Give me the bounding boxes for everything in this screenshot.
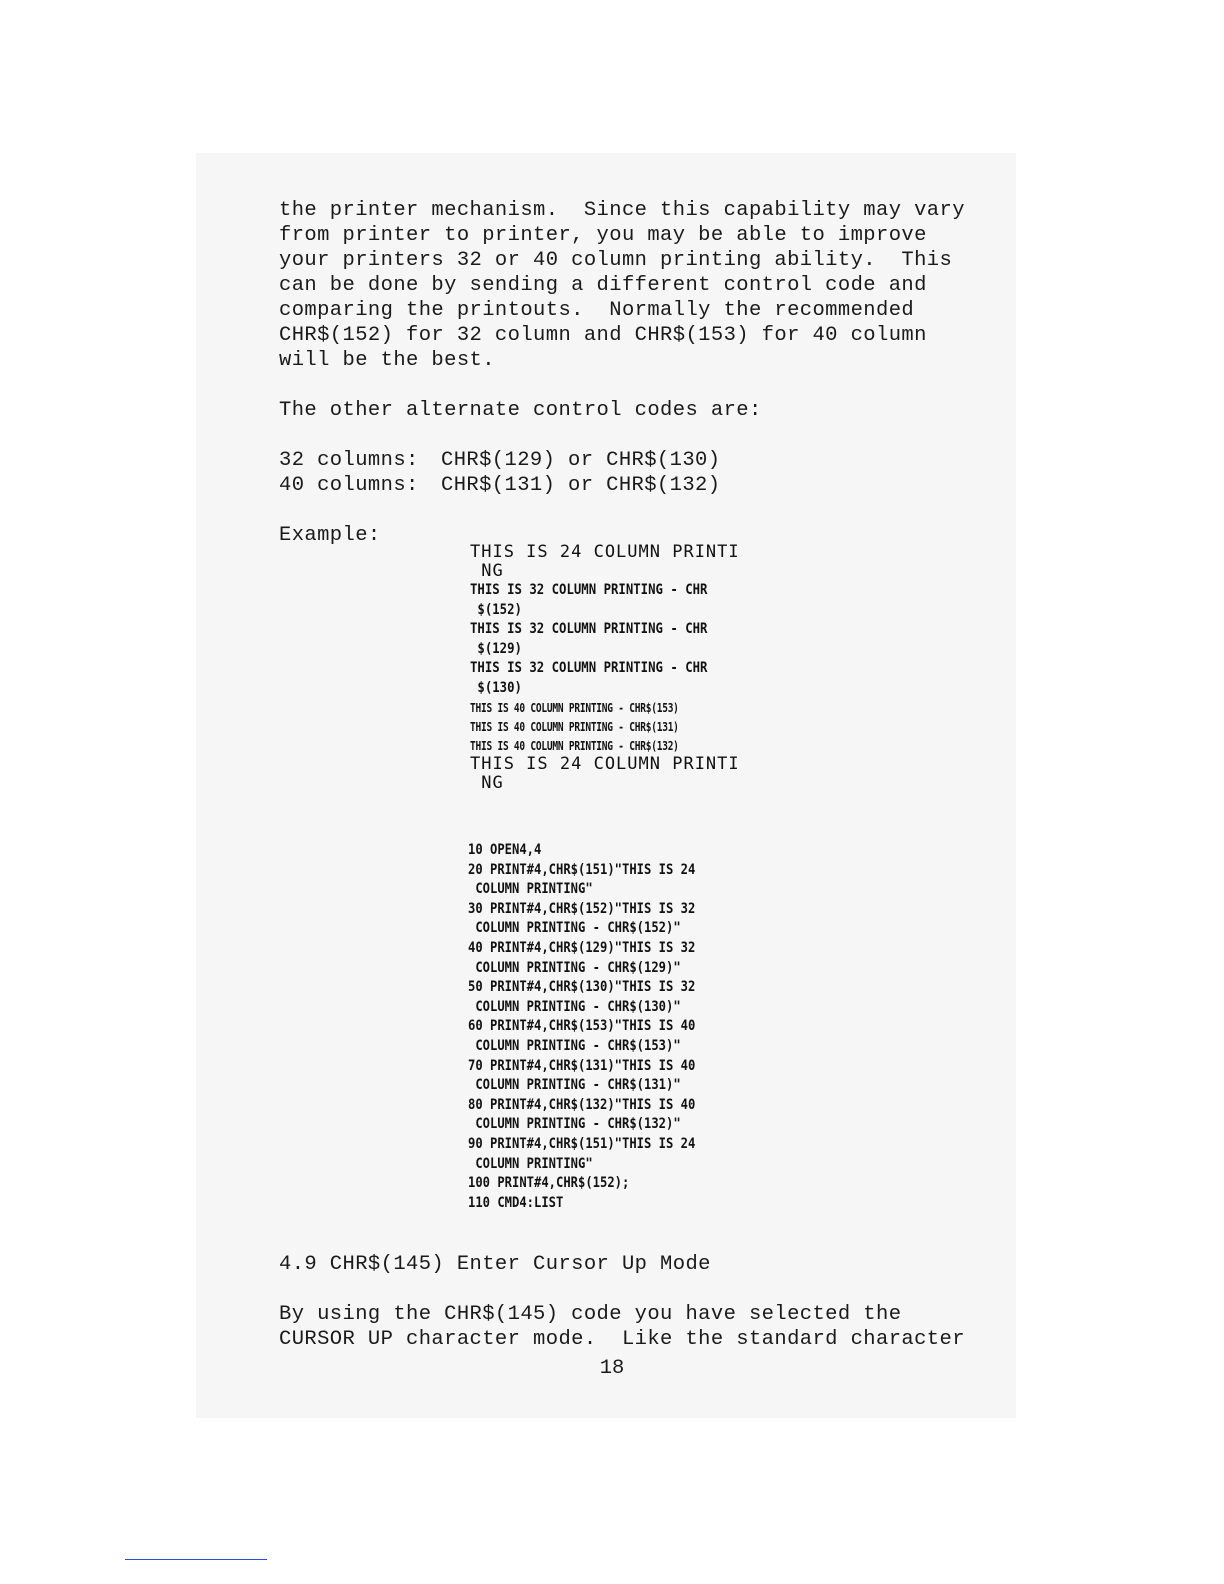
control-codes: CHR$(131) or CHR$(132) <box>441 474 721 497</box>
column-label: 40 columns: <box>279 474 419 497</box>
intro-line: can be done by sending a different control code and <box>279 274 927 297</box>
section-line: CURSOR UP character mode. Like the standard character <box>279 1328 965 1351</box>
listing-line: 80 PRINT#4,CHR$(132)"THIS IS 40 <box>468 1096 696 1113</box>
listing-line: COLUMN PRINTING - CHR$(130)" <box>468 998 681 1015</box>
section-heading: 4.9 CHR$(145) Enter Cursor Up Mode <box>279 1253 711 1276</box>
listing-line: 40 PRINT#4,CHR$(129)"THIS IS 32 <box>468 939 696 956</box>
intro-line: comparing the printouts. Normally the recommended <box>279 299 915 322</box>
listing-line: 60 PRINT#4,CHR$(153)"THIS IS 40 <box>468 1018 696 1035</box>
listing-line: COLUMN PRINTING - CHR$(152)" <box>468 920 681 937</box>
listing-line: 100 PRINT#4,CHR$(152); <box>468 1175 630 1192</box>
listing-line: COLUMN PRINTING" <box>468 1155 593 1172</box>
alternate-code-row <box>279 448 979 473</box>
intro-line: from printer to printer, you may be able to improve <box>279 224 927 247</box>
listing-line: COLUMN PRINTING - CHR$(153)" <box>468 1037 681 1054</box>
printout-line: THIS IS 40 COLUMN PRINTING - CHR$(153) <box>470 700 679 715</box>
listing-line: 20 PRINT#4,CHR$(151)"THIS IS 24 <box>468 861 696 878</box>
listing-line: 90 PRINT#4,CHR$(151)"THIS IS 24 <box>468 1135 696 1152</box>
intro-paragraph <box>279 198 979 373</box>
column-label: 32 columns: <box>279 449 419 472</box>
alternate-codes-list <box>279 448 979 498</box>
section-line: By using the CHR$(145) code you have selected the <box>279 1303 902 1326</box>
printout-line: THIS IS 40 COLUMN PRINTING - CHR$(132) <box>470 738 679 753</box>
printout-line: THIS IS 32 COLUMN PRINTING - CHR <box>470 621 708 637</box>
printout-line: THIS IS 24 COLUMN PRINTI <box>470 542 740 562</box>
alternate-code-row <box>279 473 979 498</box>
intro-line: the printer mechanism. Since this capability may vary <box>279 199 965 222</box>
listing-line: COLUMN PRINTING" <box>468 881 593 898</box>
printout-line: NG <box>470 773 504 793</box>
section-body <box>279 1302 979 1352</box>
example-printout <box>470 543 790 793</box>
listing-line: 70 PRINT#4,CHR$(131)"THIS IS 40 <box>468 1057 696 1074</box>
intro-line: will be the best. <box>279 349 495 372</box>
printout-line: THIS IS 32 COLUMN PRINTING - CHR <box>470 582 708 598</box>
printout-line: THIS IS 24 COLUMN PRINTI <box>470 754 740 774</box>
page-number: 18 <box>599 1357 625 1380</box>
listing-line: COLUMN PRINTING - CHR$(129)" <box>468 959 681 976</box>
intro-line: CHR$(152) for 32 column and CHR$(153) for 40 column <box>279 324 927 347</box>
printout-line: NG <box>470 561 504 581</box>
main-text <box>279 198 979 548</box>
printout-line: $(130) <box>470 679 522 696</box>
printout-line: THIS IS 32 COLUMN PRINTING - CHR <box>470 660 708 676</box>
listing-line: 10 OPEN4,4 <box>468 842 542 858</box>
printout-line: $(129) <box>470 640 522 657</box>
listing-line: 50 PRINT#4,CHR$(130)"THIS IS 32 <box>468 979 696 996</box>
control-codes: CHR$(129) or CHR$(130) <box>441 449 721 472</box>
listing-line: 30 PRINT#4,CHR$(152)"THIS IS 32 <box>468 900 696 917</box>
alternate-codes-heading: The other alternate control codes are: <box>279 399 762 422</box>
printout-line: $(152) <box>470 601 522 618</box>
listing-line: COLUMN PRINTING - CHR$(131)" <box>468 1077 681 1094</box>
intro-line: your printers 32 or 40 column printing ability. This <box>279 249 953 272</box>
basic-program-listing <box>468 841 798 1213</box>
printout-line: THIS IS 40 COLUMN PRINTING - CHR$(131) <box>470 719 679 734</box>
listing-line: 110 CMD4:LIST <box>468 1194 564 1211</box>
section-4-9 <box>279 1252 979 1352</box>
example-label: Example: <box>279 524 381 547</box>
listing-line: COLUMN PRINTING - CHR$(132)" <box>468 1116 681 1133</box>
footer-rule <box>125 1559 267 1560</box>
